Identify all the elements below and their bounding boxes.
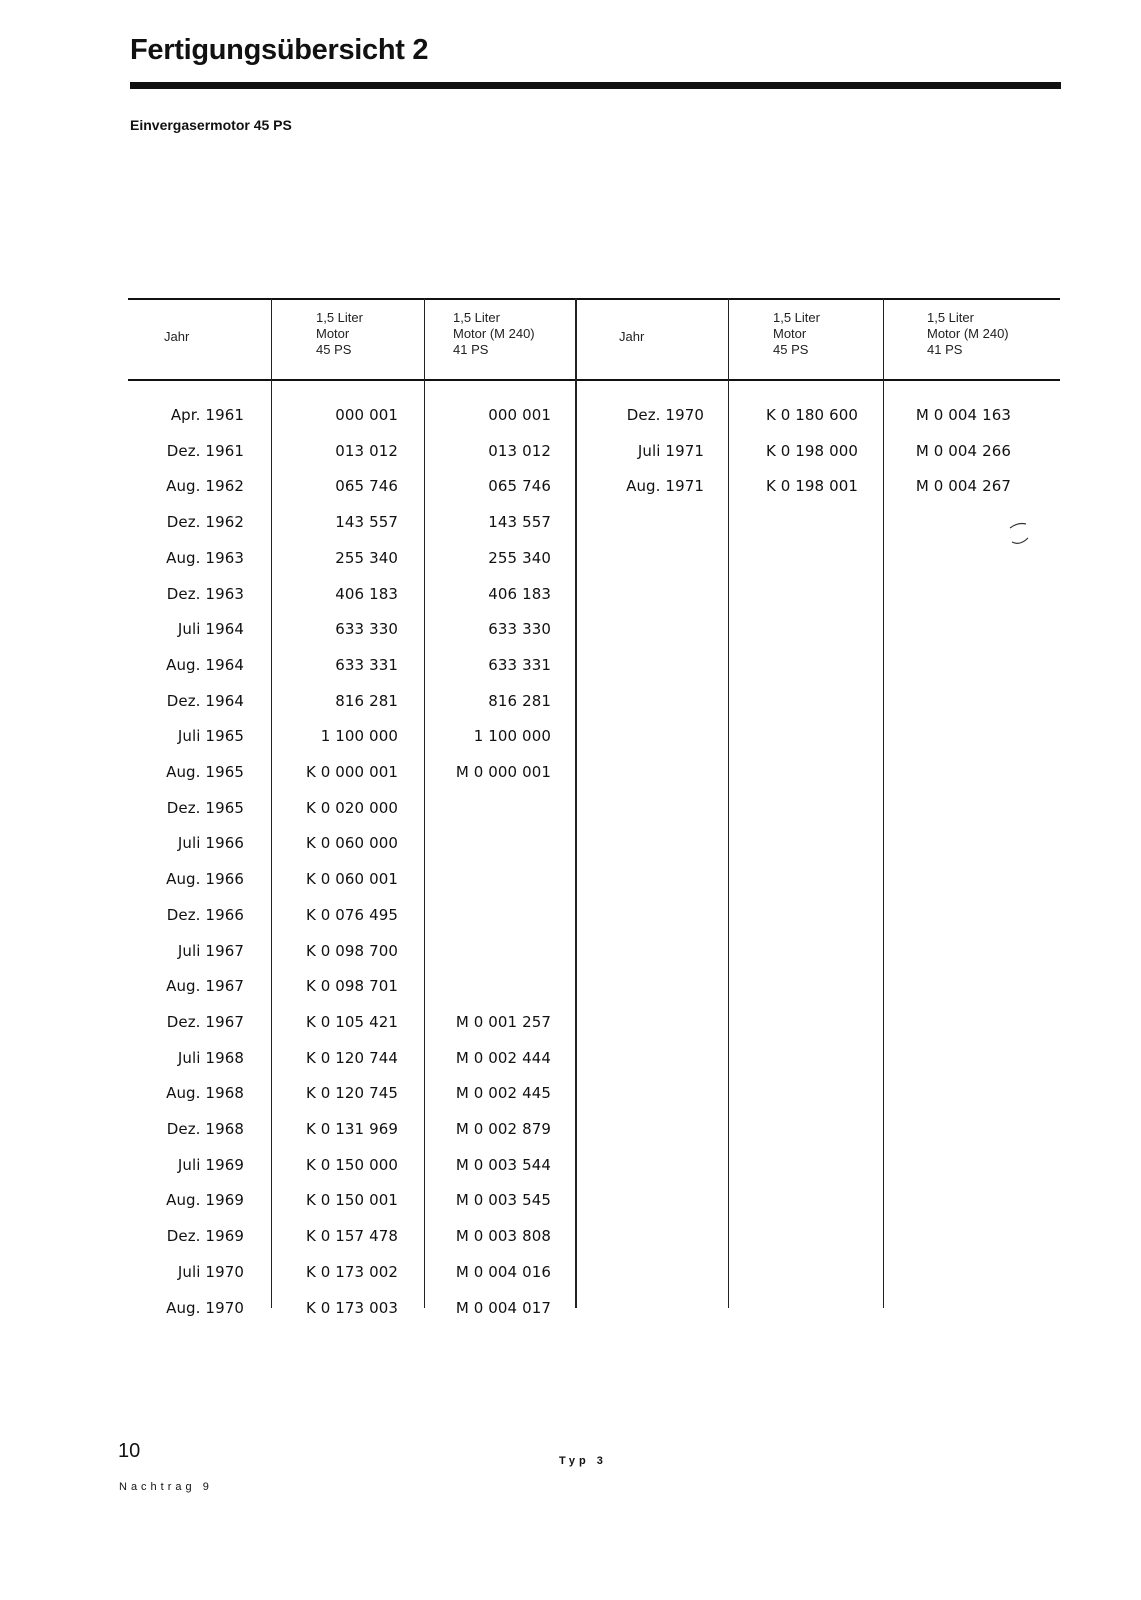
cell-motor-41ps: M 0 004 017 (455, 1299, 551, 1317)
cell-motor-45ps: 065 746 (335, 477, 398, 495)
header-jahr-left: Jahr (164, 329, 190, 344)
header-line: Motor (M 240) (927, 326, 1009, 341)
cell-jahr: Aug. 1971 (626, 477, 704, 495)
cell-jahr: Juli 1966 (177, 834, 244, 852)
cell-jahr: Aug. 1964 (166, 656, 244, 674)
cell-motor-45ps: K 0 173 003 (305, 1299, 398, 1317)
header-motor-41ps-left (453, 310, 535, 358)
cell-jahr: Juli 1964 (177, 620, 244, 638)
cell-jahr: Aug. 1969 (166, 1191, 244, 1209)
header-line: 41 PS (453, 342, 489, 357)
cell-motor-45ps: K 0 105 421 (305, 1013, 398, 1031)
cell-motor-45ps: K 0 180 600 (765, 406, 858, 424)
cell-motor-45ps: 406 183 (335, 585, 398, 603)
cell-motor-41ps: 816 281 (488, 692, 551, 710)
header-line: Motor (316, 326, 350, 341)
cell-motor-45ps: 633 331 (335, 656, 398, 674)
cell-motor-45ps: 000 001 (335, 406, 398, 424)
column-divider-center (575, 298, 577, 1308)
cell-jahr: Juli 1967 (177, 942, 244, 960)
cell-jahr: Dez. 1964 (166, 692, 244, 710)
header-motor-45ps-left (316, 310, 363, 358)
title-rule (130, 82, 1061, 89)
cell-motor-41ps: M 0 002 879 (455, 1120, 551, 1138)
cell-motor-41ps: M 0 004 016 (455, 1263, 551, 1281)
header-motor-45ps-right (773, 310, 820, 358)
cell-jahr: Juli 1969 (177, 1156, 244, 1174)
cell-motor-45ps: K 0 060 000 (305, 834, 398, 852)
cell-motor-45ps: K 0 076 495 (305, 906, 398, 924)
cell-motor-41ps: M 0 003 545 (455, 1191, 551, 1209)
cell-motor-41ps: M 0 001 257 (455, 1013, 551, 1031)
page-title: Fertigungsübersicht 2 (130, 34, 429, 66)
cell-jahr: Aug. 1962 (166, 477, 244, 495)
header-line: 41 PS (927, 342, 963, 357)
handwritten-mark (1008, 520, 1038, 550)
page-subtitle: Einvergasermotor 45 PS (130, 117, 292, 133)
cell-motor-45ps: K 0 150 000 (305, 1156, 398, 1174)
cell-jahr: Aug. 1966 (166, 870, 244, 888)
cell-motor-45ps: K 0 198 001 (765, 477, 858, 495)
cell-jahr: Aug. 1968 (166, 1084, 244, 1102)
cell-jahr: Juli 1970 (177, 1263, 244, 1281)
cell-jahr: Dez. 1962 (166, 513, 244, 531)
cell-jahr: Dez. 1961 (166, 442, 244, 460)
cell-motor-45ps: K 0 000 001 (305, 763, 398, 781)
cell-jahr: Dez. 1965 (166, 799, 244, 817)
cell-motor-41ps: M 0 004 266 (915, 442, 1011, 460)
cell-motor-41ps: 255 340 (488, 549, 551, 567)
column-divider (728, 298, 729, 1308)
footer-nachtrag: Nachtrag 9 (119, 1481, 213, 1493)
cell-motor-41ps: M 0 002 444 (455, 1049, 551, 1067)
cell-jahr: Dez. 1963 (166, 585, 244, 603)
cell-motor-45ps: 255 340 (335, 549, 398, 567)
cell-jahr: Aug. 1965 (166, 763, 244, 781)
header-line: 1,5 Liter (927, 310, 974, 325)
cell-motor-45ps: K 0 020 000 (305, 799, 398, 817)
header-line: Motor (M 240) (453, 326, 535, 341)
header-bottom-rule (128, 379, 1060, 381)
cell-motor-45ps: 1 100 000 (320, 727, 398, 745)
cell-motor-45ps: K 0 098 700 (305, 942, 398, 960)
cell-jahr: Aug. 1963 (166, 549, 244, 567)
cell-jahr: Dez. 1967 (166, 1013, 244, 1031)
column-divider (883, 298, 884, 1308)
cell-motor-45ps: 816 281 (335, 692, 398, 710)
header-line: 45 PS (316, 342, 352, 357)
cell-motor-41ps: 013 012 (488, 442, 551, 460)
cell-motor-41ps: 633 331 (488, 656, 551, 674)
cell-motor-41ps: 065 746 (488, 477, 551, 495)
cell-motor-41ps: M 0 003 808 (455, 1227, 551, 1245)
cell-motor-41ps: M 0 000 001 (455, 763, 551, 781)
page-number: 10 (118, 1440, 141, 1462)
cell-motor-41ps: 143 557 (488, 513, 551, 531)
cell-motor-41ps: 1 100 000 (473, 727, 551, 745)
cell-jahr: Juli 1971 (637, 442, 704, 460)
cell-motor-41ps: M 0 003 544 (455, 1156, 551, 1174)
header-motor-41ps-right (927, 310, 1009, 358)
cell-jahr: Aug. 1967 (166, 977, 244, 995)
header-line: 1,5 Liter (453, 310, 500, 325)
cell-motor-41ps: M 0 004 163 (915, 406, 1011, 424)
cell-motor-45ps: K 0 150 001 (305, 1191, 398, 1209)
cell-motor-45ps: K 0 198 000 (765, 442, 858, 460)
cell-motor-45ps: K 0 157 478 (305, 1227, 398, 1245)
cell-motor-45ps: K 0 060 001 (305, 870, 398, 888)
cell-jahr: Dez. 1966 (166, 906, 244, 924)
header-line: 1,5 Liter (773, 310, 820, 325)
table-top-rule (128, 298, 1060, 300)
cell-jahr: Juli 1965 (177, 727, 244, 745)
cell-jahr: Aug. 1970 (166, 1299, 244, 1317)
cell-motor-45ps: 143 557 (335, 513, 398, 531)
cell-jahr: Dez. 1970 (626, 406, 704, 424)
header-line: 1,5 Liter (316, 310, 363, 325)
cell-jahr: Apr. 1961 (170, 406, 244, 424)
cell-motor-41ps: 000 001 (488, 406, 551, 424)
cell-jahr: Dez. 1969 (166, 1227, 244, 1245)
header-line: Motor (773, 326, 807, 341)
column-divider (424, 298, 425, 1308)
cell-motor-41ps: 406 183 (488, 585, 551, 603)
cell-motor-45ps: K 0 120 744 (305, 1049, 398, 1067)
column-divider (271, 298, 272, 1308)
cell-motor-41ps: M 0 004 267 (915, 477, 1011, 495)
cell-motor-41ps: 633 330 (488, 620, 551, 638)
header-jahr-right: Jahr (619, 329, 645, 344)
footer-typ: Typ 3 (559, 1455, 607, 1467)
cell-motor-45ps: K 0 120 745 (305, 1084, 398, 1102)
cell-motor-45ps: K 0 131 969 (305, 1120, 398, 1138)
cell-motor-45ps: K 0 173 002 (305, 1263, 398, 1281)
cell-jahr: Juli 1968 (177, 1049, 244, 1067)
header-line: 45 PS (773, 342, 809, 357)
cell-motor-45ps: K 0 098 701 (305, 977, 398, 995)
cell-motor-41ps: M 0 002 445 (455, 1084, 551, 1102)
cell-jahr: Dez. 1968 (166, 1120, 244, 1138)
cell-motor-45ps: 013 012 (335, 442, 398, 460)
cell-motor-45ps: 633 330 (335, 620, 398, 638)
